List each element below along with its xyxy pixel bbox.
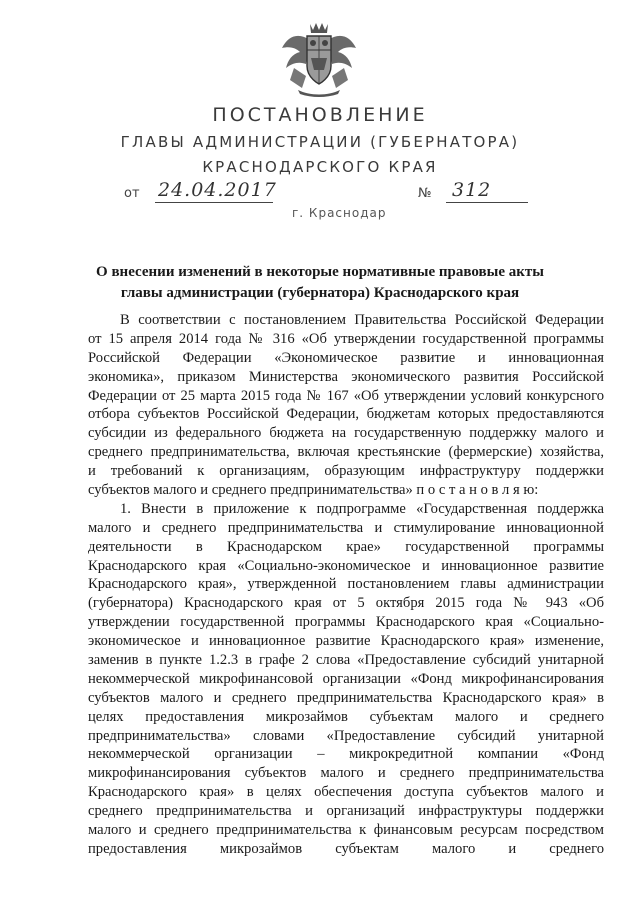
body-line: 1. Внести в приложение к подпрограмме «Государственная поддержка (120, 500, 604, 517)
document-title (60, 262, 580, 304)
body-line: Краснодарского края», утвержденной постановлением главы администрации (88, 576, 604, 593)
body-line: Федерации от 25 марта 2015 года № 167 «Об утверждении условий конкурсного (88, 387, 604, 404)
body-line: экономическое и инновационное развитие Краснодарского края» изменение, (88, 633, 604, 650)
body-line: целях предоставления микрозаймов субъектам малого и среднего (88, 708, 604, 725)
body-line: деятельности в Краснодарском крае» государственной программы (88, 538, 604, 555)
body-line: В соответствии с постановлением Правительства Российской Федерации (120, 312, 604, 328)
body-line: микрофинансирования субъектов малого и среднего предпринимательства (88, 765, 604, 782)
date-label: от (124, 186, 140, 201)
body-line: малого и среднего предпринимательства к финансовым ресурсам посредством (88, 822, 604, 839)
coat-of-arms-emblem (280, 18, 358, 98)
document-body (88, 311, 604, 859)
body-line: субъектов малого и среднего предпринимательства» п о с т а н о в л я ю: (88, 482, 539, 499)
body-line: среднего предпринимательства и организаций инфраструктуры поддержки (88, 803, 604, 820)
body-line: и требований к организациям, образующим инфраструктуру поддержки (88, 463, 604, 480)
number-underline (446, 202, 528, 203)
body-line: субсидии из федерального бюджета на государственную поддержку малого и (88, 425, 604, 442)
body-line: от 15 апреля 2014 года № 316 «Об утверждении государственной программы (88, 330, 604, 347)
body-line: Российской Федерации «Экономическое развитие и инновационная (88, 349, 604, 366)
body-line: среднего предпринимательства, включая крестьянские (фермерские) хозяйства, (88, 444, 604, 461)
date-underline (155, 202, 273, 203)
number-value: 312 (452, 179, 492, 201)
body-line: (губернатора) Краснодарского края от 5 октября 2015 года № 943 «Об (88, 595, 604, 612)
body-line: Краснодарского края» в целях обеспечения доступа субъектов малого и (88, 784, 604, 801)
body-line: экономика», приказом Министерства экономического развития Российской (88, 368, 604, 385)
body-line: некоммерческой организации – микрокредитной компании «Фонд (88, 746, 604, 763)
issuer-heading: ГЛАВЫ АДМИНИСТРАЦИИ (ГУБЕРНАТОРА) (120, 133, 520, 151)
region-heading: КРАСНОДАРСКОГО КРАЯ (202, 158, 438, 176)
body-line: некоммерческой микрофинансовой организации «Фонд микрофинансирования (88, 670, 604, 687)
city-label: г. Краснодар (292, 206, 387, 220)
document-type-heading: ПОСТАНОВЛЕНИЕ (212, 104, 428, 126)
body-line: предоставления микрозаймов субъектам малого и среднего (88, 840, 604, 857)
body-line: отбора субъектов Российской Федерации, бюджетам которых предоставляются (88, 406, 604, 423)
body-line: Краснодарского края «Социально-экономическое и инновационное развитие (88, 557, 604, 574)
title-line: О внесении изменений в некоторые нормативные правовые акты (96, 264, 544, 280)
body-line: заменив в пункте 1.2.3 в графе 2 слова «Предоставление субсидий унитарной (88, 652, 604, 669)
title-line: главы администрации (губернатора) Краснодарского края (120, 285, 520, 301)
date-value: 24.04.2017 (158, 179, 277, 201)
body-line: утверждении государственной программы Краснодарского края «Социально- (88, 614, 604, 631)
body-line: малого и среднего предпринимательства и стимулирование инновационной (88, 519, 604, 536)
body-line: предпринимательства» словами «Предоставление субсидий унитарной (88, 727, 604, 744)
body-line: субъектов малого и среднего предпринимательства Краснодарского края» в (88, 689, 604, 706)
number-label: № (418, 186, 432, 201)
